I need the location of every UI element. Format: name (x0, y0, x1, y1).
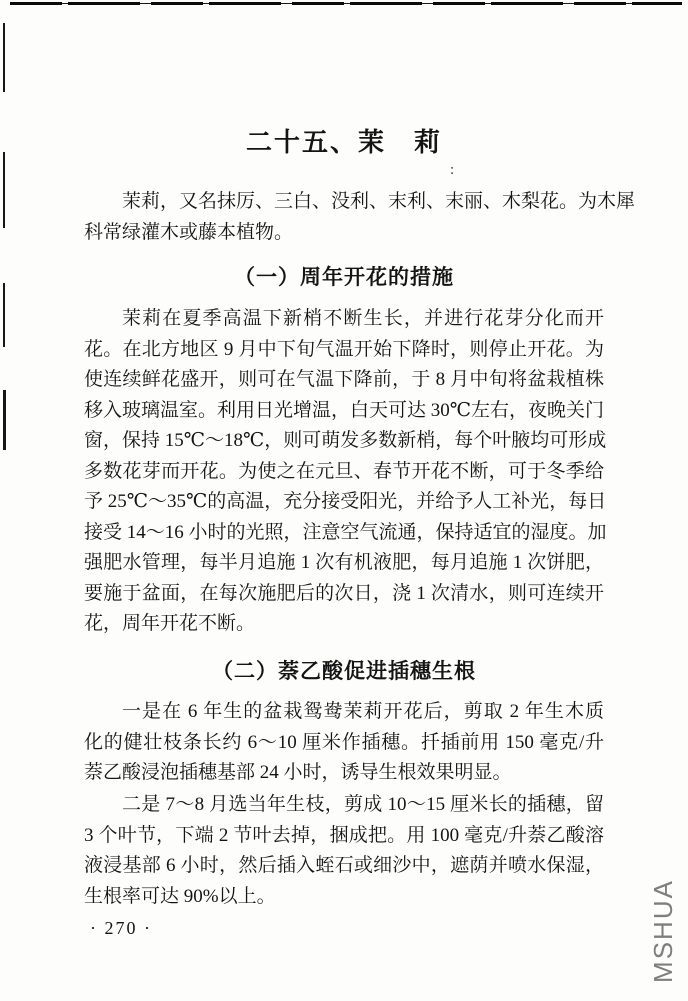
text-line: 花。在北方地区 9 月中下旬气温开始下降时，则停止开花。为 (84, 338, 604, 360)
text-line: 二是 7～8 月选当年生枝，剪成 10～15 厘米长的插穗，留 (122, 794, 604, 815)
text-line: 茉莉，又名抹厉、三白、没利、末利、末丽、木梨花。为木犀 (122, 191, 636, 212)
scan-edge-left-mark (3, 23, 5, 92)
text-line: 窗，保持 15℃～18℃，则可萌发多数新梢，每个叶腋均可形成 (84, 430, 607, 451)
text-line: 强肥水管理，每半月追施 1 次有机液肥，每月追施 1 次饼肥， (84, 552, 604, 573)
text-line: 移入玻璃温室。利用日光增温，白天可达 30℃左右，夜晚关门 (84, 399, 605, 421)
section-1-heading: （一）周年开花的措施 (234, 265, 454, 289)
section-2-paragraph-1 (84, 697, 604, 789)
text-line: 接受 14～16 小时的光照，注意空气流通，保持适宜的湿度。加 (84, 521, 607, 543)
text-line: 茉莉在夏季高温下新梢不断生长，并进行花芽分化而开 (122, 308, 604, 329)
text-line: 液浸基部 6 小时，然后插入蛭石或细沙中，遮荫并喷水保湿， (84, 855, 604, 876)
text-line: 生根率可达 90%以上。 (84, 885, 276, 907)
intro-paragraph (84, 187, 636, 248)
section-1-paragraph (84, 304, 607, 640)
text-line: 予 25℃～35℃的高温，充分接受阳光，并给予人工补光，每日 (84, 491, 607, 512)
text-line: 使连续鲜花盛开，则可在气温下降前，于 8 月中旬将盆栽植株 (84, 369, 604, 390)
scan-edge-left-mark (3, 283, 5, 347)
text-line: 科常绿灌木或藤本植物。 (84, 221, 294, 243)
text-line: 一是在 6 年生的盆栽鸳鸯茉莉开花后，剪取 2 年生木质 (122, 701, 604, 722)
section-2-heading: （二）萘乙酸促进插穗生根 (212, 659, 476, 683)
text-line: 多数花芽而开花。为使之在元旦、春节开花不断，可于冬季给 (84, 460, 604, 482)
stray-ink-mark: : (450, 162, 455, 178)
scan-edge-top (10, 2, 682, 6)
page-number: · 270 · (90, 918, 152, 938)
section-2-paragraph-2 (84, 790, 604, 912)
watermark-text: MSHUA (648, 879, 678, 983)
scan-edge-left-mark (3, 390, 6, 450)
text-line: 3 个叶节，下端 2 节叶去掉，捆成把。用 100 毫克/升萘乙酸溶 (84, 824, 604, 846)
scan-edge-left-mark (3, 152, 5, 228)
text-line: 化的健壮枝条长约 6～10 厘米作插穗。扦插前用 150 毫克/升 (84, 731, 604, 753)
chapter-title: 二十五、茉 莉 (245, 128, 442, 157)
text-line: 萘乙酸浸泡插穗基部 24 小时，诱导生根效果明显。 (84, 762, 512, 783)
text-line: 花，周年开花不断。 (84, 613, 256, 634)
text-line: 要施于盆面，在每次施肥后的次日，浇 1 次清水，则可连续开 (84, 582, 604, 604)
